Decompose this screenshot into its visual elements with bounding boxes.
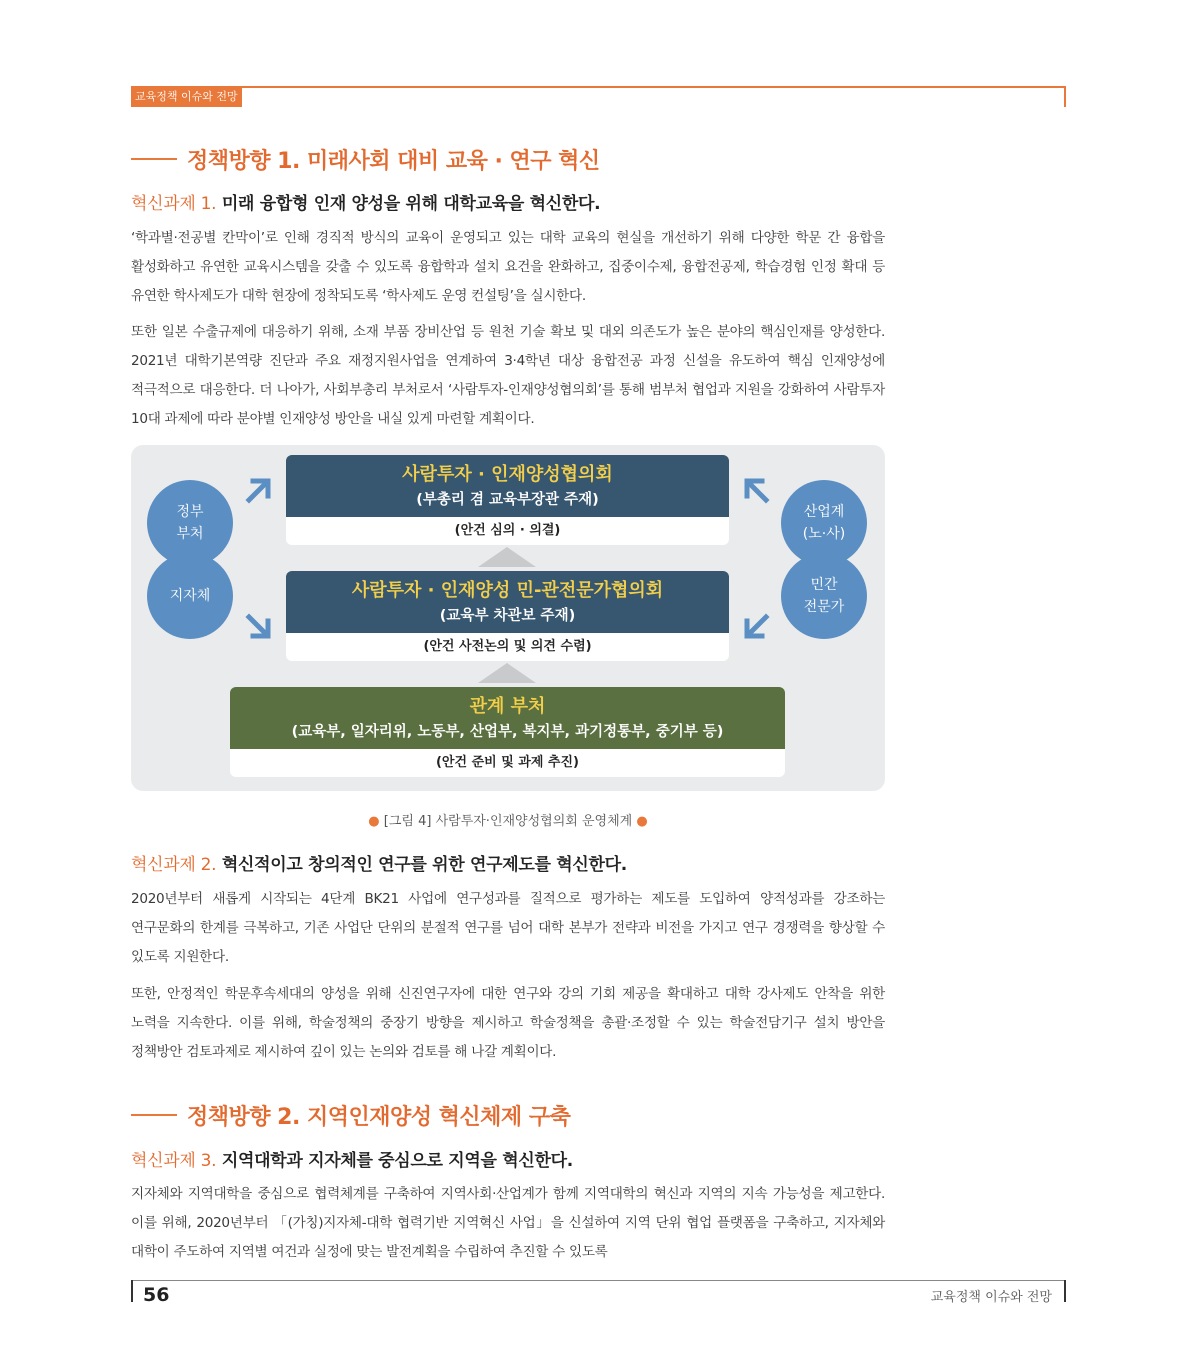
council-note: (안건 심의 · 의결) (286, 517, 729, 545)
figure-caption (131, 810, 885, 829)
header-tag: 교육정책 이슈와 전망 (131, 87, 242, 107)
circle-industry-line2: (노·사) (802, 526, 846, 542)
caption-bullet-icon: ● (636, 814, 648, 829)
circle-experts-line1: 민간 (810, 577, 838, 593)
circle-industry-line1: 산업계 (803, 504, 845, 520)
section1-heading (131, 142, 600, 176)
circle-government-line2: 부처 (176, 526, 204, 542)
task1-text: 미래 융합형 인재 양성을 위해 대학교육을 혁신한다. (221, 194, 601, 214)
task3-paragraph-1: 지자체와 지역대학을 중심으로 협력체계를 구축하여 지역사회·산업계가 함께 지역대학의 혁신과 지역의 지속 가능성을 제고한다. 이를 위해, 2020년부터 「(가칭)지자체-대학 협력기반 지역혁신 사업」을 신설하여 지역 단위 협업 플랫폼을 구축하고, 지자체와 대학이 주도하여 지역별 여건과 실정에 맞는 발전계획을 수립하여 추진할 수 있도록 (131, 1186, 885, 1260)
expert-council-note: (안건 사전논의 및 의견 수렴) (286, 633, 729, 661)
circle-experts-line2: 전문가 (803, 599, 845, 615)
council-box (286, 455, 729, 517)
circle-private-experts (781, 553, 867, 639)
footer-rule (131, 1280, 1065, 1281)
section2-title: 정책방향 2. 지역인재양성 혁신체제 구축 (187, 1104, 571, 1130)
page-number: 56 (143, 1284, 170, 1306)
ministries-title: 관계 부처 (469, 696, 546, 717)
task1-paragraph-1: ‘학과별·전공별 칸막이’로 인해 경직적 방식의 교육이 운영되고 있는 대학 교육의 현실을 개선하기 위해 다양한 학문 간 융합을 활성화하고 유연한 교육시스템을 갖출 수 있도록 융합학과 설치 요건을 완화하고, 집중이수제, 융합전공제, 학습경험 인정 확대 등 유연한 학사제도가 대학 현장에 정착되도록 ‘학사제도 운영 컨설팅’을 실시한다. (131, 230, 885, 304)
header-rule-tick (1064, 86, 1066, 107)
task3-text: 지역대학과 지자체를 중심으로 지역을 혁신한다. (221, 1151, 573, 1171)
section2-heading (131, 1098, 570, 1132)
heading-dash (131, 1114, 177, 1116)
task3-heading (131, 1146, 573, 1171)
arrow-up-left-icon (741, 475, 771, 505)
circle-government-line1: 정부 (176, 504, 204, 520)
task2-paragraph-1: 2020년부터 새롭게 시작되는 4단계 BK21 사업에 연구성과를 질적으로 평가하는 제도를 도입하여 양적성과를 강조하는 연구문화의 한계를 극복하고, 기존 사업단 단위의 분절적 연구를 넘어 대학 본부가 전략과 비전을 가지고 연구 경쟁력을 향상할 수 있도록 지원한다. (131, 891, 885, 965)
task2-number: 혁신과제 2. (131, 855, 217, 875)
arrow-down-left-icon (741, 612, 771, 642)
ministries-sub: (교육부, 일자리위, 노동부, 산업부, 복지부, 과기정통부, 중기부 등) (291, 724, 724, 740)
circle-local-gov-label: 지자체 (169, 588, 211, 604)
circle-local-gov (147, 553, 233, 639)
task1-number: 혁신과제 1. (131, 194, 217, 214)
footer-tick-right (1064, 1280, 1066, 1302)
expert-council-box (286, 571, 729, 633)
task2-paragraph-2: 또한, 안정적인 학문후속세대의 양성을 위해 신진연구자에 대한 연구와 강의 기회 제공을 확대하고 대학 강사제도 안착을 위한 노력을 지속한다. 이를 위해, 학술정책의 중장기 방향을 제시하고 학술정책을 총괄·조정할 수 있는 학술전담기구 설치 방안을 정책방안 검토과제로 제시하여 깊이 있는 논의와 검토를 해 나갈 계획이다. (131, 986, 885, 1060)
arrow-down-right-icon (244, 612, 274, 642)
up-arrow-icon (478, 547, 536, 567)
caption-text: [그림 4] 사람투자·인재양성협의회 운영체계 (383, 814, 633, 829)
up-arrow-icon (478, 663, 536, 683)
task2-heading (131, 850, 627, 875)
arrow-up-right-icon (244, 475, 274, 505)
expert-council-sub: (교육부 차관보 주재) (439, 608, 576, 624)
caption-bullet-icon: ● (368, 814, 380, 829)
council-sub: (부총리 겸 교육부장관 주재) (416, 492, 599, 508)
task3-number: 혁신과제 3. (131, 1151, 217, 1171)
task2-text: 혁신적이고 창의적인 연구를 위한 연구제도를 혁신한다. (221, 855, 627, 875)
header-rule (131, 86, 1065, 88)
footer-title: 교육정책 이슈와 전망 (930, 1290, 1052, 1305)
heading-dash (131, 158, 177, 160)
ministries-note: (안건 준비 및 과제 추진) (230, 749, 785, 777)
ministries-box (230, 687, 785, 749)
task1-paragraph-2: 또한 일본 수출규제에 대응하기 위해, 소재 부품 장비산업 등 원천 기술 확보 및 대외 의존도가 높은 분야의 핵심인재를 양성한다. 2021년 대학기본역량 진단과 주요 재정지원사업을 연계하여 3·4학년 대상 융합전공 과정 신설을 유도하여 핵심 인재양성에 적극적으로 대응한다. 더 나아가, 사회부총리 부처로서 ‘사람투자-인재양성협의회’를 통해 범부처 협업과 지원을 강화하여 사람투자 10대 과제에 따라 분야별 인재양성 방안을 내실 있게 마련할 계획이다. (131, 324, 885, 427)
task1-heading (131, 189, 600, 214)
expert-council-title: 사람투자 · 인재양성 민-관전문가협의회 (351, 580, 664, 601)
council-title: 사람투자 · 인재양성협의회 (402, 464, 613, 485)
footer-tick-left (131, 1280, 133, 1302)
section1-title: 정책방향 1. 미래사회 대비 교육 · 연구 혁신 (187, 148, 600, 174)
